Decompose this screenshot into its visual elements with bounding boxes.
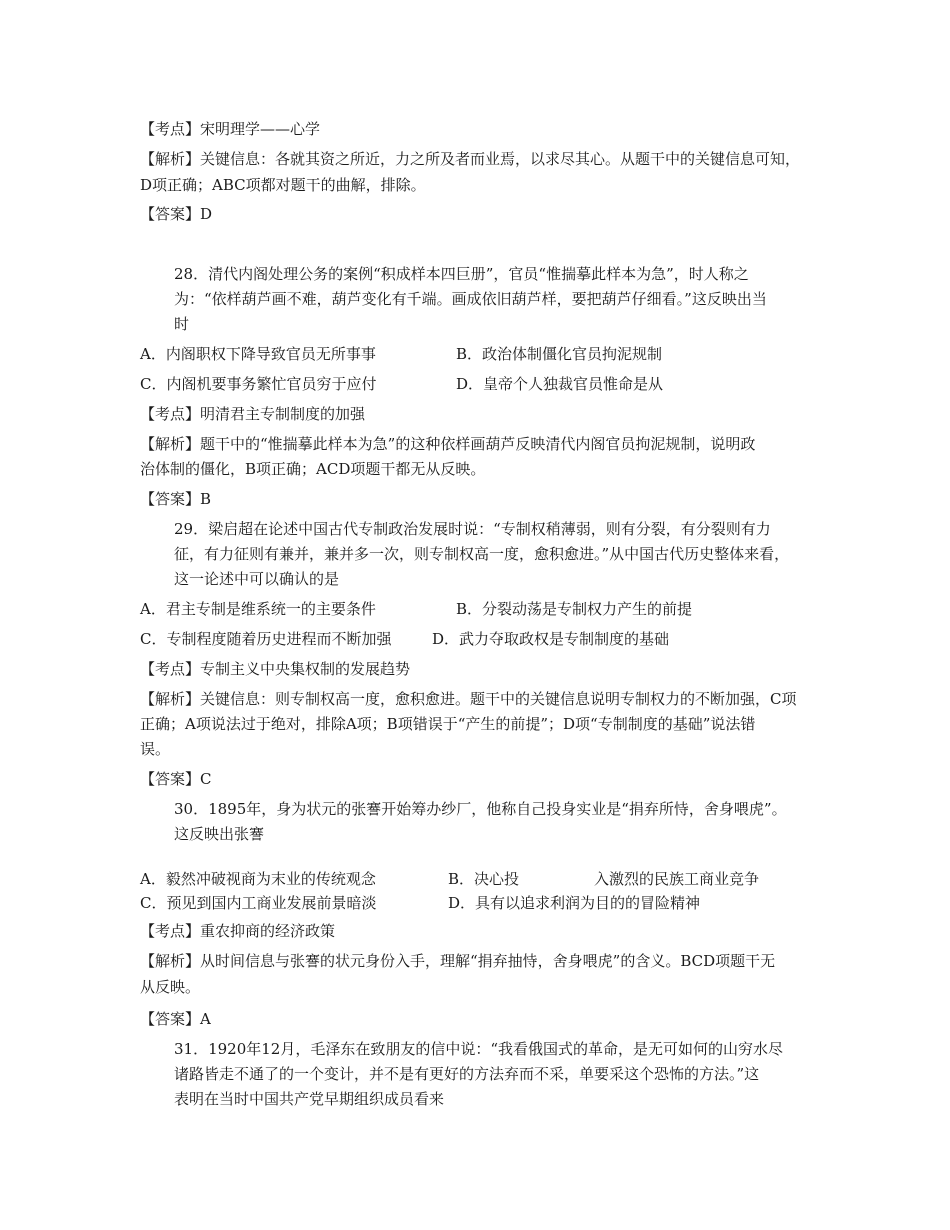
prev-daan: 【答案】D [140,205,213,223]
q29-option-a: A．君主专制是维系统一的主要条件 [140,600,376,618]
q29-stem-line-2: 征，有力征则有兼并，兼并多一次，则专制权高一度，愈积愈进。”从中国古代历史整体来看， [174,545,790,563]
q29-kaodian: 【考点】专制主义中央集权制的发展趋势 [140,660,411,678]
q29-stem-line-1: 29．梁启超在论述中国古代专制政治发展时说：“专制权稍薄弱，则有分裂，有分裂则有力 [174,520,771,538]
q29-jiexi-line-1: 【解析】关键信息：则专制权高一度，愈积愈进。题干中的关键信息说明专制权力的不断加强，C项 [140,690,797,708]
q29-option-d: D．武力夺取政权是专制制度的基础 [432,630,670,648]
q28-option-a: A．内阁职权下降导致官员无所事事 [140,345,376,363]
q30-option-b-part-1: B．决心投 [448,870,520,888]
q30-kaodian: 【考点】重农抑商的经济政策 [140,922,336,940]
q28-jiexi-line-2: 治体制的僵化，B项正确；ACD项题干都无从反映。 [140,460,486,478]
q29-jiexi-line-2: 正确；A项说法过于绝对，排除A项；B项错误于“产生的前提”；D项“专制制度的基础”说法错 [140,715,756,733]
q30-jiexi-line-2: 从反映。 [140,978,201,996]
q29-option-b: B．分裂动荡是专制权力产生的前提 [456,600,693,618]
q28-jiexi-line-1: 【解析】题干中的“惟揣摹此样本为急”的这种依样画葫芦反映清代内阁官员拘泥规制，说明政 [140,435,756,453]
prev-kaodian: 【考点】宋明理学——心学 [140,120,321,138]
q30-option-b-part-2: 入激烈的民族工商业竞争 [594,870,760,888]
q30-option-c: C．预见到国内工商业发展前景暗淡 [140,894,377,912]
q28-daan: 【答案】B [140,490,212,508]
q30-stem-line-2: 这反映出张謇 [174,825,265,843]
q28-stem-line-2: 为：“依样葫芦画不难，葫芦变化有千端。画成依旧葫芦样，要把葫芦仔细看。”这反映出当 [174,290,767,308]
q28-stem-line-3: 时 [174,315,190,333]
q29-stem-line-3: 这一论述中可以确认的是 [174,570,340,588]
q31-stem-line-2: 诸路皆走不通了的一个变计，并不是有更好的方法弃而不采，单要采这个恐怖的方法。”这 [174,1065,760,1083]
prev-jiexi-line-1: 【解析】关键信息：各就其资之所近，力之所及者而业焉，以求尽其心。从题干中的关键信息可知， [140,150,801,168]
q28-option-c: C．内阁机要事务繁忙官员穷于应付 [140,375,377,393]
q31-stem-line-1: 31．1920年12月，毛泽东在致朋友的信中说：“我看俄国式的革命，是无可如何的山穷水尽 [174,1040,784,1058]
q30-option-a: A．毅然冲破视商为末业的传统观念 [140,870,376,888]
q30-daan: 【答案】A [140,1010,211,1028]
q29-daan: 【答案】C [140,770,212,788]
q30-option-d: D．具有以追求利润为目的的冒险精神 [448,894,701,912]
q28-stem-line-1: 28．清代内阁处理公务的案例“积成样本四巨册”，官员“惟揣摹此样本为急”，时人称之 [174,265,749,283]
prev-jiexi-line-2: D项正确；ABC项都对题干的曲解，排除。 [140,176,426,194]
q28-kaodian: 【考点】明清君主专制制度的加强 [140,405,366,423]
q28-option-b: B．政治体制僵化官员拘泥规制 [456,345,663,363]
q30-jiexi-line-1: 【解析】从时间信息与张謇的状元身份入手，理解“捐弃抽恃，舍身喂虎”的含义。BCD项题干无 [140,952,776,970]
q29-option-c: C．专制程度随着历史进程而不断加强 [140,630,392,648]
q30-stem-line-1: 30．1895年，身为状元的张謇开始筹办纱厂，他称自己投身实业是“捐弃所恃，舍身喂虎”。 [174,800,787,818]
q29-jiexi-line-3: 误。 [140,740,171,758]
q31-stem-line-3: 表明在当时中国共产党早期组织成员看来 [174,1090,445,1108]
q28-option-d: D．皇帝个人独裁官员惟命是从 [456,375,664,393]
